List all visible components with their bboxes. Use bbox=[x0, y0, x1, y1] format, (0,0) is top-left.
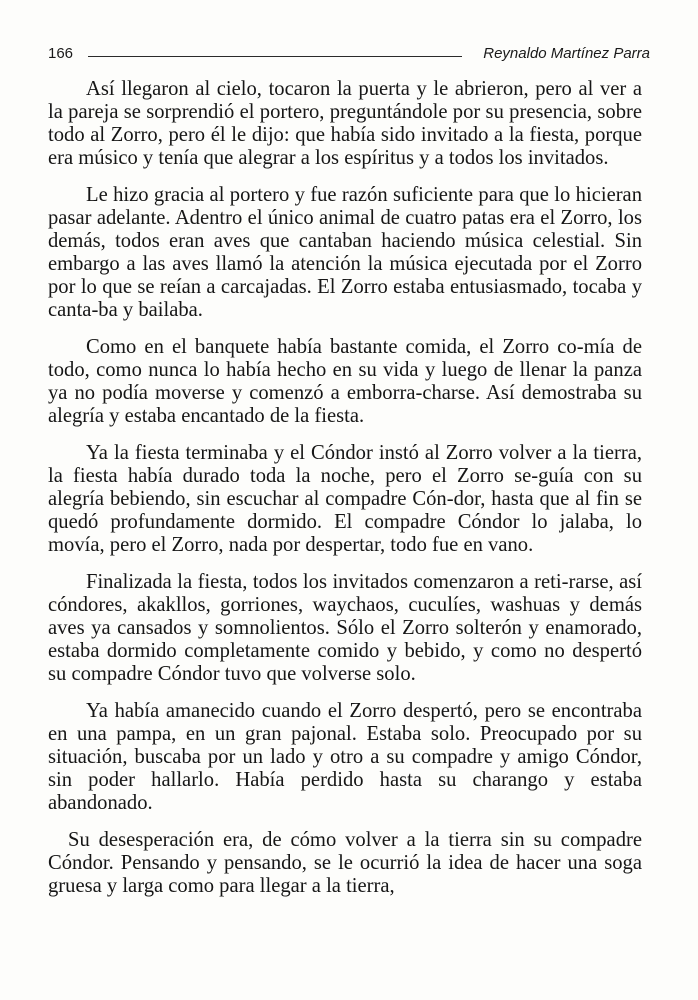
paragraph-6: Ya había amanecido cuando el Zorro despertó, pero se encontraba en una pampa, en un gran pajonal. Estaba solo. Preocupado por su situación, buscaba por un lado y otro a su compadre y amigo Cóndor, sin poder hallarlo. Había perdido hasta su charango y estaba abandonado. bbox=[48, 700, 642, 814]
running-head-author: Reynaldo Martínez Parra bbox=[483, 45, 650, 62]
paragraph-3: Como en el banquete había bastante comida, el Zorro co-mía de todo, como nunca lo había hecho en su vida y luego de llenar la panza ya no podía moverse y comenzó a emborra-charse. Así demostraba su alegría y estaba encantado de la fiesta. bbox=[48, 336, 642, 427]
paragraph-5: Finalizada la fiesta, todos los invitados comenzaron a reti-rarse, así cóndores, akakllos, gorriones, waychaos, cuculíes, washuas y demás aves ya cansados y somnolientos. Sólo el Zorro solterón y enamorado, estaba dormido completamente comido y bebido, y como no despertó su compadre Cóndor tuvo que volverse solo. bbox=[48, 571, 642, 685]
paragraph-7: Su desesperación era, de cómo volver a la tierra sin su compadre Cóndor. Pensando y pensando, se le ocurrió la idea de hacer una soga gruesa y larga como para llegar a la tierra, bbox=[48, 829, 642, 897]
running-header bbox=[48, 42, 650, 66]
paragraph-2: Le hizo gracia al portero y fue razón suficiente para que lo hicieran pasar adelante. Adentro el único animal de cuatro patas era el Zorro, los demás, todos eran aves que cantaban haciendo música celestial. Sin embargo a las aves llamó la atención la música ejecutada por el Zorro por lo que se reían a carcajadas. El Zorro estaba entusiasmado, tocaba y canta-ba y bailaba. bbox=[48, 184, 642, 321]
paragraph-1: Así llegaron al cielo, tocaron la puerta y le abrieron, pero al ver a la pareja se sorprendió el portero, preguntándole por su presencia, sobre todo al Zorro, pero él le dijo: que había sido invitado a la fiesta, porque era músico y tenía que alegrar a los espíritus y a todos los invitados. bbox=[48, 78, 642, 169]
page-number: 166 bbox=[48, 45, 74, 62]
paragraph-4: Ya la fiesta terminaba y el Cóndor instó al Zorro volver a la tierra, la fiesta había durado toda la noche, pero el Zorro se-guía con su alegría bebiendo, sin escuchar al compadre Cón-dor, hasta que al fin se quedó profundamente dormido. El compadre Cóndor lo jalaba, lo movía, pero el Zorro, nada por despertar, todo fue en vano. bbox=[48, 442, 642, 556]
page-body bbox=[48, 78, 642, 912]
header-rule bbox=[88, 56, 462, 57]
